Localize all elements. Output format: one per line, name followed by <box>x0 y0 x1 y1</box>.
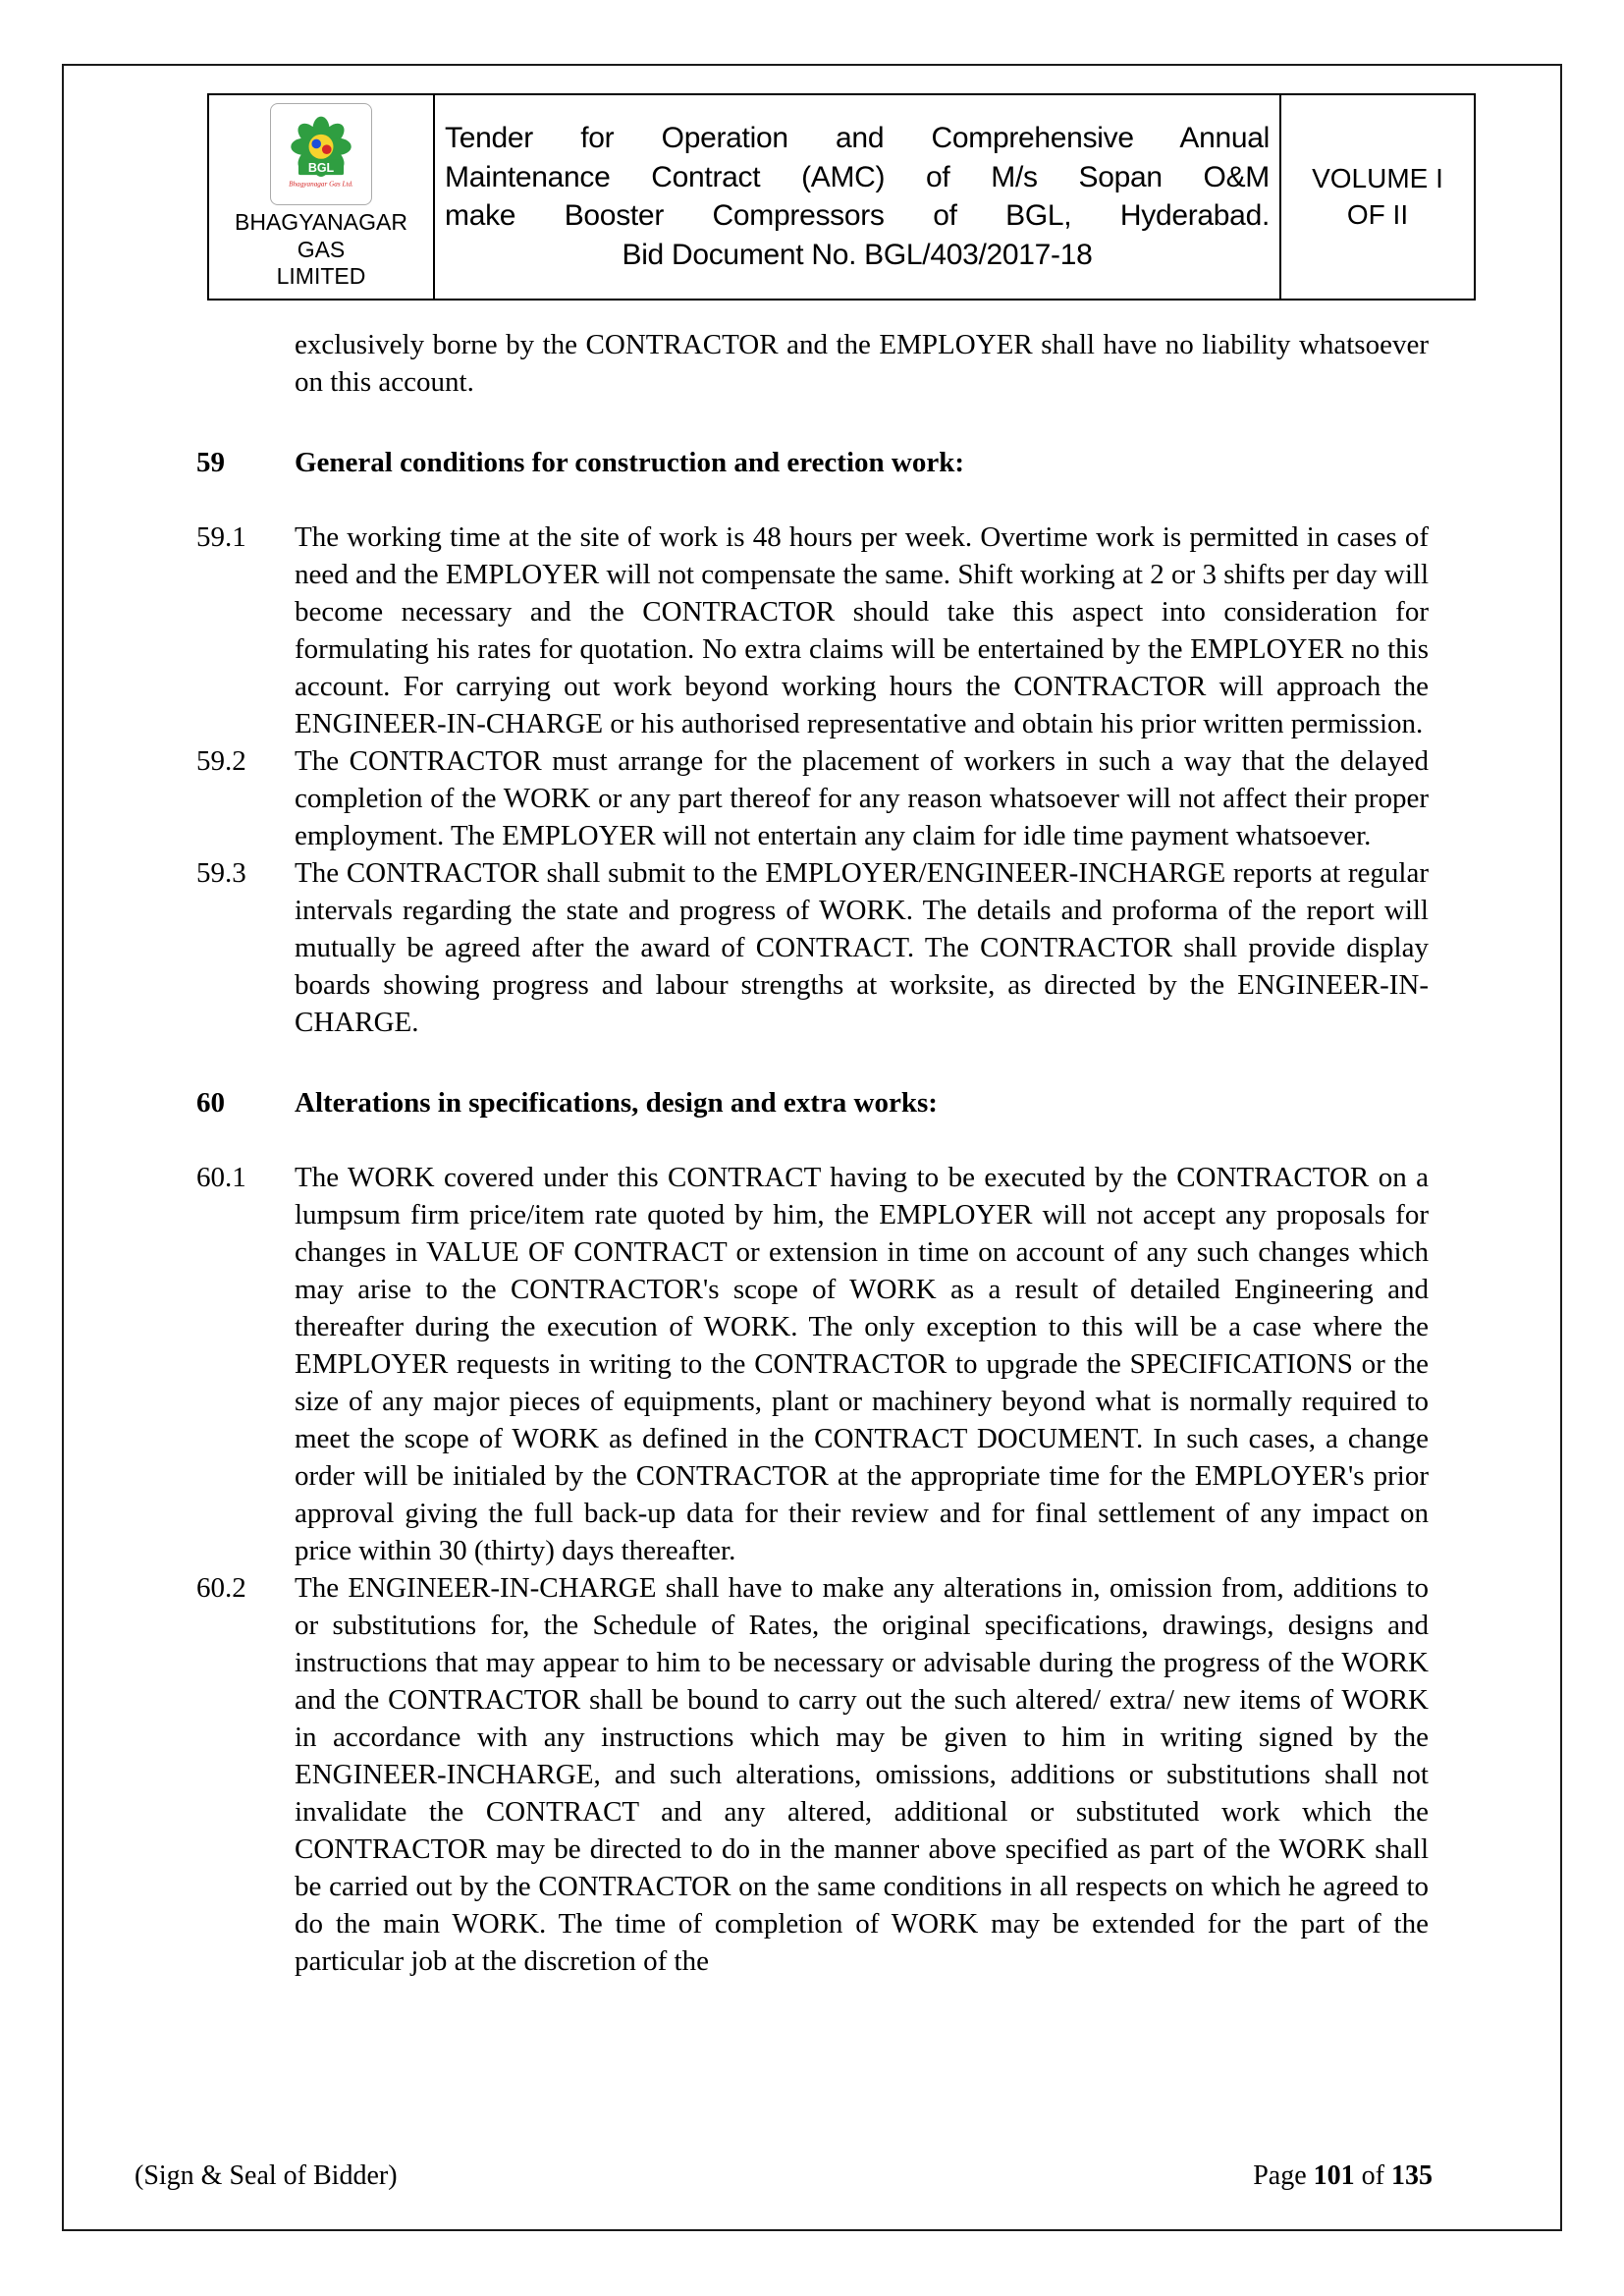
org-name-line2: LIMITED <box>276 263 366 290</box>
page-number: 101 <box>1313 2160 1355 2191</box>
clause-60-1 <box>196 1159 1429 1569</box>
tender-title-line2: Maintenance Contract (AMC) of M/s Sopan O&M <box>445 160 1270 193</box>
org-name-line1: BHAGYANAGAR GAS <box>235 209 407 262</box>
section-number: 59 <box>196 446 225 478</box>
clause-60-2 <box>196 1569 1429 1980</box>
page-border <box>62 64 1562 2231</box>
clause-text: The ENGINEER-IN-CHARGE shall have to make any alterations in, omission from, additions to or substitutions for, the Schedule of Rates, the original specifications, drawings, designs and instructions that may appear to him to be necessary or advisable during the progress of the WORK and the CONTRACTOR shall be bound to carry out the such altered/ extra/ new items of WORK in accordance with any instructions which may be given to him in writing signed by the ENGINEER-INCHARGE, and such alterations, omissions, additions or substitutions shall not invalidate the CONTRACT and any altered, additional or substituted work which the CONTRACTOR may be directed to do in the manner above specified as part of the WORK shall be carried out by the CONTRACTOR on the same conditions in all respects on which he agreed to do the main WORK. The time of completion of WORK may be extended for the part of the particular job at the discretion of the <box>295 1571 1429 1977</box>
section-title: General conditions for construction and erection work: <box>295 446 964 478</box>
page-indicator <box>1253 2160 1433 2192</box>
page-footer <box>135 2160 1433 2192</box>
bid-document-number: Bid Document No. BGL/403/2017-18 <box>622 239 1093 272</box>
section-60-heading <box>196 1084 1429 1121</box>
bgl-logo-icon <box>274 107 368 201</box>
page-of: of <box>1361 2160 1384 2191</box>
document-header <box>207 93 1476 301</box>
org-name <box>219 209 423 291</box>
section-title: Alterations in specifications, design and extra works: <box>295 1086 938 1119</box>
volume-line2: OF II <box>1346 199 1409 231</box>
sign-seal-label: (Sign & Seal of Bidder) <box>135 2160 398 2191</box>
volume-cell <box>1280 94 1475 300</box>
clause-number: 59.2 <box>196 744 246 777</box>
page-total: 135 <box>1391 2160 1433 2191</box>
header-row <box>208 94 1475 300</box>
tender-title-line1: Tender for Operation and Comprehensive Annual <box>445 121 1270 154</box>
page-prefix: Page <box>1253 2160 1307 2191</box>
clause-number: 59.1 <box>196 520 246 553</box>
logo-subtext: Bhagyanagar Gas Ltd. <box>289 180 353 189</box>
clause-text: The CONTRACTOR must arrange for the placement of workers in such a way that the delayed completion of the WORK or any part thereof for any reason whatsoever will not affect their proper employment. The EMPLOYER will not entertain any claim for idle time payment whatsoever. <box>295 744 1429 851</box>
tender-title-line3: make Booster Compressors of BGL, Hyderabad. <box>445 199 1270 233</box>
clause-number: 59.3 <box>196 856 246 889</box>
clause-text: The working time at the site of work is 48 hours per week. Overtime work is permitted in cases of need and the EMPLOYER will not compensate the same. Shift working at 2 or 3 shifts per day will become necessary and the CONTRACTOR should take this aspect into consideration for formulating his rates for quotation. No extra claims will be entertained by the EMPLOYER no this account. For carrying out work beyond working hours the CONTRACTOR will approach the ENGINEER-IN-CHARGE or his authorised representative and obtain his prior written permission. <box>295 520 1429 739</box>
document-body <box>196 326 1429 1980</box>
clause-59-2 <box>196 742 1429 854</box>
logo-acronym: BGL <box>307 161 335 176</box>
clause-number: 60.1 <box>196 1161 246 1193</box>
logo-red-dot <box>322 144 332 154</box>
clause-text: The WORK covered under this CONTRACT having to be executed by the CONTRACTOR on a lumpsum firm price/item rate quoted by him, the EMPLOYER will not accept any proposals for changes in VALUE OF CONTRACT or extension in time on account of any such changes which may arise to the CONTRACTOR's scope of WORK as a result of detailed Engineering and thereafter during the execution of WORK. The only exception to this will be a case where the EMPLOYER requests in writing to the CONTRACTOR to upgrade the SPECIFICATIONS or the size of any major pieces of equipments, plant or machinery beyond what is normally required to meet the scope of WORK as defined in the CONTRACT DOCUMENT. In such cases, a change order will be initialed by the CONTRACTOR at the appropriate time for the EMPLOYER's prior approval giving the full back-up data for their review and for final settlement of any impact on price within 30 (thirty) days thereafter. <box>295 1161 1429 1566</box>
company-logo <box>270 103 372 205</box>
continuation-paragraph: exclusively borne by the CONTRACTOR and the EMPLOYER shall have no liability whatsoever on this account. <box>295 328 1429 398</box>
logo-blue-dot <box>311 139 321 149</box>
clause-59-1 <box>196 519 1429 742</box>
tender-title-cell <box>434 94 1280 300</box>
clause-text: The CONTRACTOR shall submit to the EMPLOYER/ENGINEER-INCHARGE reports at regular intervals regarding the state and progress of WORK. The details and proforma of the report will mutually be agreed after the award of CONTRACT. The CONTRACTOR shall provide display boards showing progress and labour strengths at worksite, as directed by the ENGINEER-IN-CHARGE. <box>295 856 1429 1038</box>
section-59-heading <box>196 444 1429 481</box>
logo-cell <box>208 94 434 300</box>
volume-line1: VOLUME I <box>1312 162 1443 193</box>
clause-number: 60.2 <box>196 1571 246 1604</box>
section-number: 60 <box>196 1086 225 1119</box>
clause-59-3 <box>196 854 1429 1041</box>
